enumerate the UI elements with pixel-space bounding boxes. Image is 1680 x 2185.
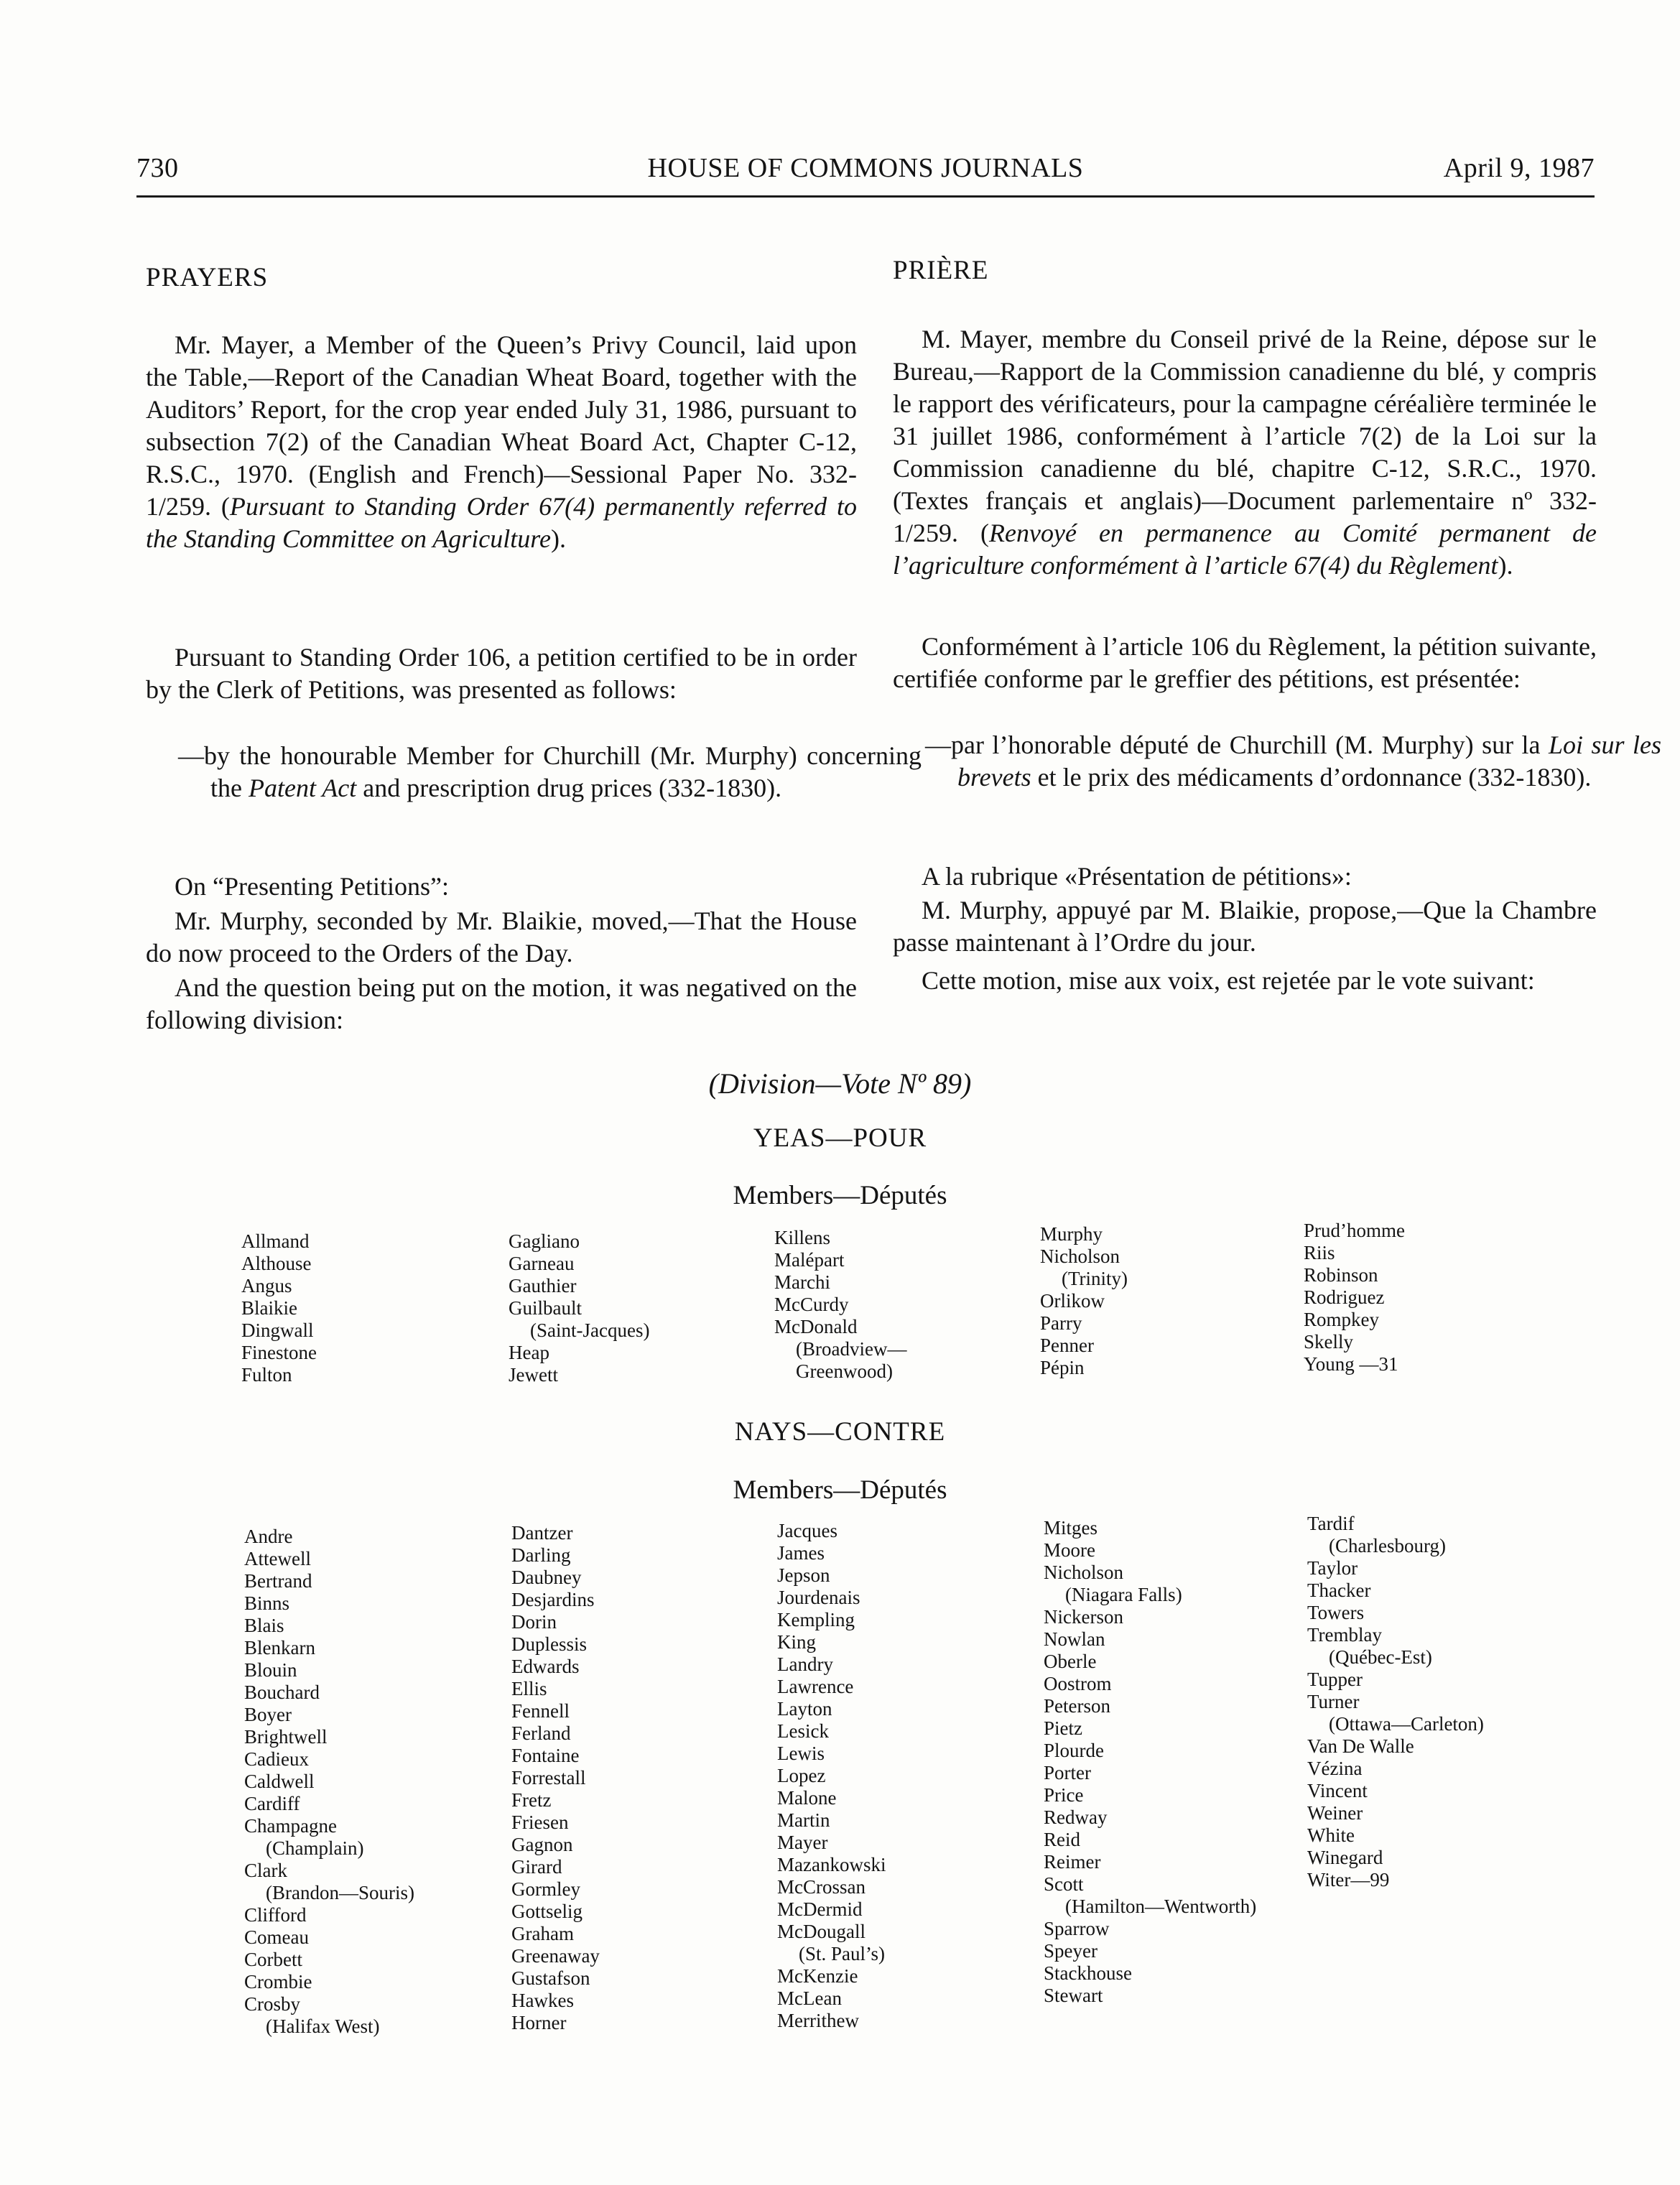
member-name: Heap	[509, 1342, 549, 1363]
member-name: Fretz	[511, 1789, 552, 1811]
member-name: Peterson	[1044, 1695, 1110, 1717]
member-name: Malone	[777, 1787, 837, 1809]
member-name: Lopez	[777, 1765, 826, 1786]
member-name: Killens	[774, 1227, 830, 1248]
member-name: White	[1307, 1824, 1355, 1846]
member-name: McCurdy	[774, 1294, 849, 1315]
member-name: Rompkey	[1304, 1309, 1379, 1330]
yeas-column-3	[774, 1227, 906, 1383]
member-name: Blaikie	[241, 1297, 297, 1319]
english-question: And the question being put on the motion, it was negatived on the following division:	[146, 973, 857, 1034]
yeas-heading: YEAS—POUR	[753, 1123, 927, 1153]
yeas-column-1	[241, 1230, 317, 1386]
member-name: Jacques	[777, 1520, 837, 1541]
journal-date: April 9, 1987	[1443, 153, 1595, 183]
nays-column-1	[244, 1526, 414, 2038]
english-petition-item	[146, 740, 922, 804]
french-petition-text: —par l’honorable député de Churchill (M. Murphy) sur la	[925, 730, 1549, 759]
nays-column-2	[511, 1522, 600, 2034]
member-riding: (Niagara Falls)	[1065, 1584, 1182, 1605]
member-name: Porter	[1044, 1762, 1091, 1783]
member-name: Greenwood)	[796, 1360, 893, 1382]
member-name: Darling	[511, 1544, 571, 1566]
member-name: Angus	[241, 1275, 292, 1296]
member-name: Daubney	[511, 1567, 582, 1588]
member-name: Penner	[1040, 1335, 1094, 1356]
member-name: Crosby	[244, 1993, 301, 2015]
member-name: Corbett	[244, 1949, 302, 1970]
member-name: Landry	[777, 1653, 833, 1675]
member-name: Tardif	[1307, 1513, 1355, 1534]
nays-column-5	[1307, 1513, 1484, 1891]
member-name: Comeau	[244, 1926, 309, 1948]
french-petition-item	[893, 729, 1661, 794]
running-header	[136, 152, 1595, 198]
member-name: Jourdenais	[777, 1587, 860, 1608]
nays-column-4	[1044, 1517, 1256, 2007]
member-riding: (Trinity)	[1062, 1268, 1128, 1289]
member-name: Fontaine	[511, 1745, 580, 1766]
member-name: Parry	[1040, 1312, 1082, 1334]
member-name: Price	[1044, 1784, 1084, 1806]
member-name: Turner	[1307, 1691, 1360, 1712]
member-name: Ellis	[511, 1678, 547, 1699]
member-name: Blais	[244, 1615, 284, 1636]
member-name: Gottselig	[511, 1901, 583, 1922]
member-name: Towers	[1307, 1602, 1365, 1623]
member-name: King	[777, 1631, 816, 1653]
member-name: Prud’homme	[1304, 1220, 1405, 1241]
member-name: Rodriguez	[1304, 1286, 1385, 1308]
member-name: Vincent	[1307, 1780, 1368, 1801]
french-tabling-end: ).	[1498, 551, 1513, 580]
member-name: Young —31	[1304, 1353, 1398, 1375]
english-petition-text: —by the honourable Member for Churchill (Mr. Murphy) concerning the	[178, 741, 922, 802]
english-tabling-paragraph	[146, 329, 857, 555]
member-name: Speyer	[1044, 1940, 1097, 1962]
page-number: 730	[136, 153, 179, 183]
english-petition-intro: Pursuant to Standing Order 106, a petition certified to be in order by the Clerk of Petitions, was presented as follows:	[146, 643, 857, 704]
member-name: Moore	[1044, 1539, 1095, 1561]
member-name: Scott	[1044, 1873, 1084, 1895]
member-name: Blenkarn	[244, 1637, 315, 1659]
french-tabling-text: M. Mayer, membre du Conseil privé de la Reine, dépose sur le Bureau,—Rapport de la Commission canadienne du blé, y compris le rapport des vérificateurs, pour la campagne céréalière terminée le 31 juillet 1986, conformément à l’article 7(2) de la Loi sur la Commission canadienne du blé, chapitre C-12, S.R.C., 1970. (Textes français et anglais)—Document parlementaire nº 332-1/259. (	[893, 325, 1597, 547]
member-name: Winegard	[1307, 1847, 1383, 1868]
french-petition-act: Loi sur les brevets	[957, 730, 1661, 792]
french-motion: M. Murphy, appuyé par M. Blaikie, propose,—Que la Chambre passe maintenant à l’Ordre du jour.	[893, 896, 1597, 957]
english-tabling-end: ).	[550, 524, 566, 553]
member-name: Tupper	[1307, 1669, 1363, 1690]
member-name: Orlikow	[1040, 1290, 1105, 1312]
member-name: Allmand	[241, 1230, 310, 1252]
member-name: Robinson	[1304, 1264, 1378, 1286]
yeas-column-2	[509, 1230, 649, 1386]
member-name: Dorin	[511, 1611, 557, 1633]
member-riding: (Halifax West)	[266, 2015, 380, 2037]
member-name: Greenaway	[511, 1945, 600, 1967]
member-name: Crombie	[244, 1971, 312, 1993]
member-name: Hawkes	[511, 1990, 574, 2011]
member-name: Redway	[1044, 1806, 1108, 1828]
member-riding: (Ottawa—Carleton)	[1329, 1713, 1484, 1735]
member-name: Boyer	[244, 1704, 292, 1725]
member-name: Forrestall	[511, 1767, 586, 1789]
member-name: Bouchard	[244, 1681, 320, 1703]
french-presenting-petitions: A la rubrique «Présentation de pétitions»:	[922, 862, 1352, 891]
member-name: Clark	[244, 1860, 287, 1881]
member-name: Witer—99	[1307, 1869, 1390, 1891]
member-riding: (Saint-Jacques)	[530, 1319, 650, 1341]
member-riding: (Champlain)	[266, 1837, 364, 1859]
member-name: Andre	[244, 1526, 293, 1547]
member-name: Nicholson	[1044, 1562, 1123, 1583]
member-name: Oostrom	[1044, 1673, 1112, 1694]
member-name: McDermid	[777, 1898, 863, 1920]
yeas-column-4	[1040, 1223, 1128, 1379]
english-petition-end: and prescription drug prices (332-1830).	[356, 774, 782, 802]
member-name: Martin	[777, 1809, 830, 1831]
member-name: Reimer	[1044, 1851, 1101, 1873]
member-name: Gormley	[511, 1878, 580, 1900]
member-name: Fennell	[511, 1700, 570, 1722]
member-name: Clifford	[244, 1904, 307, 1926]
member-riding: (Hamilton—Wentworth)	[1065, 1896, 1257, 1917]
french-tabling-paragraph	[893, 323, 1597, 582]
member-name: Jewett	[509, 1364, 558, 1386]
member-name: Garneau	[509, 1253, 575, 1274]
member-name: Gagnon	[511, 1834, 573, 1855]
yeas-column-5	[1304, 1220, 1405, 1376]
member-name: Mayer	[777, 1832, 828, 1853]
member-name: Mazankowski	[777, 1854, 886, 1875]
member-name: Althouse	[241, 1253, 312, 1274]
member-name: Binns	[244, 1592, 290, 1614]
member-name: Thacker	[1307, 1579, 1371, 1601]
member-name: Guilbault	[509, 1297, 582, 1319]
member-name: Lawrence	[777, 1676, 854, 1697]
division-title: (Division—Vote Nº 89)	[708, 1067, 972, 1100]
member-name: Marchi	[774, 1271, 830, 1293]
nays-members-heading: Members—Députés	[733, 1475, 947, 1505]
member-name: Brightwell	[244, 1726, 328, 1748]
member-name: Nicholson	[1040, 1245, 1120, 1267]
member-name: Lewis	[777, 1743, 825, 1764]
member-riding: (Brandon—Souris)	[266, 1882, 414, 1903]
english-motion: Mr. Murphy, seconded by Mr. Blaikie, moved,—That the House do now proceed to the Orders of the Day.	[146, 906, 857, 968]
member-name: Oberle	[1044, 1651, 1097, 1672]
member-name: Blouin	[244, 1659, 297, 1681]
member-name: Gagliano	[509, 1230, 580, 1252]
member-name: Jepson	[777, 1564, 830, 1586]
member-name: Fulton	[241, 1364, 292, 1386]
member-riding: (Broadview—	[796, 1338, 907, 1360]
member-riding: (Québec-Est)	[1329, 1646, 1432, 1668]
member-name: Horner	[511, 2012, 567, 2033]
english-presenting-petitions: On “Presenting Petitions”:	[175, 872, 449, 901]
member-name: Finestone	[241, 1342, 317, 1363]
member-name: Cadieux	[244, 1748, 309, 1770]
english-heading: PRAYERS	[146, 263, 269, 292]
member-name: Desjardins	[511, 1589, 595, 1610]
member-name: Murphy	[1040, 1223, 1103, 1245]
member-name: Skelly	[1304, 1331, 1354, 1353]
member-name: Ferland	[511, 1722, 571, 1744]
member-name: Gauthier	[509, 1275, 577, 1296]
french-petition-end: et le prix des médicaments d’ordonnance (332-1830).	[1031, 763, 1592, 792]
nays-column-3	[777, 1520, 886, 2032]
member-name: Duplessis	[511, 1633, 588, 1655]
member-name: Bertrand	[244, 1570, 312, 1592]
yeas-members-heading: Members—Députés	[733, 1181, 947, 1210]
member-name: Girard	[511, 1856, 562, 1878]
member-riding: (Charlesbourg)	[1329, 1535, 1446, 1557]
member-name: Kempling	[777, 1609, 855, 1630]
french-question: Cette motion, mise aux voix, est rejetée par le vote suivant:	[922, 966, 1535, 995]
english-tabling-text: Mr. Mayer, a Member of the Queen’s Privy Council, laid upon the Table,—Report of the Canadian Wheat Board, together with the Auditors’ Report, for the crop year ended July 31, 1986, pursuant to subsection 7(2) of the Canadian Wheat Board Act, Chapter C-12, R.S.C., 1970. (English and French)—Sessional Paper No. 332-1/259. (	[146, 330, 857, 521]
member-name: Mitges	[1044, 1517, 1098, 1539]
member-name: Dantzer	[511, 1522, 573, 1544]
member-riding: (St. Paul’s)	[799, 1943, 886, 1964]
member-name: McLean	[777, 1987, 842, 2009]
member-name: Malépart	[774, 1249, 845, 1271]
journal-title: HOUSE OF COMMONS JOURNALS	[647, 153, 1084, 183]
french-tabling-referral: Renvoyé en permanence au Comité permanent de l’agriculture conformément à l’article 67(4) du Règlement	[893, 519, 1597, 580]
member-name: Vézina	[1307, 1758, 1363, 1779]
member-name: Layton	[777, 1698, 832, 1720]
french-heading: PRIÈRE	[893, 256, 989, 285]
french-petition-intro: Conformément à l’article 106 du Règlement, la pétition suivante, certifiée conforme par le greffier des pétitions, est présentée:	[893, 632, 1597, 693]
member-name: Sparrow	[1044, 1918, 1110, 1939]
nays-heading: NAYS—CONTRE	[734, 1417, 946, 1447]
member-name: Caldwell	[244, 1771, 315, 1792]
member-name: Tremblay	[1307, 1624, 1383, 1646]
member-name: Champagne	[244, 1815, 337, 1837]
member-name: Van De Walle	[1307, 1735, 1414, 1757]
member-name: Friesen	[511, 1811, 569, 1833]
member-name: McKenzie	[777, 1965, 858, 1987]
member-name: McDougall	[777, 1921, 865, 1942]
member-name: Nickerson	[1044, 1606, 1123, 1628]
member-name: Taylor	[1307, 1557, 1358, 1579]
member-name: Graham	[511, 1923, 574, 1944]
member-name: McDonald	[774, 1316, 858, 1337]
english-petition-act: Patent Act	[248, 774, 357, 802]
member-name: Edwards	[511, 1656, 580, 1677]
member-name: Merrithew	[777, 2010, 859, 2031]
member-name: Riis	[1304, 1242, 1335, 1263]
member-name: Reid	[1044, 1829, 1080, 1850]
member-name: Cardiff	[244, 1793, 300, 1814]
member-name: McCrossan	[777, 1876, 865, 1898]
member-name: Stewart	[1044, 1985, 1103, 2006]
member-name: Weiner	[1307, 1802, 1363, 1824]
member-name: Lesick	[777, 1720, 829, 1742]
member-name: Dingwall	[241, 1319, 314, 1341]
member-name: Nowlan	[1044, 1628, 1105, 1650]
member-name: Gustafson	[511, 1967, 590, 1989]
english-tabling-referral: Pursuant to Standing Order 67(4) permanently referred to the Standing Committee on Agriculture	[146, 492, 857, 553]
member-name: Pépin	[1040, 1357, 1085, 1378]
member-name: Pietz	[1044, 1717, 1082, 1739]
member-name: Plourde	[1044, 1740, 1104, 1761]
member-name: James	[777, 1542, 825, 1564]
member-name: Stackhouse	[1044, 1962, 1132, 1984]
member-name: Attewell	[244, 1548, 311, 1569]
